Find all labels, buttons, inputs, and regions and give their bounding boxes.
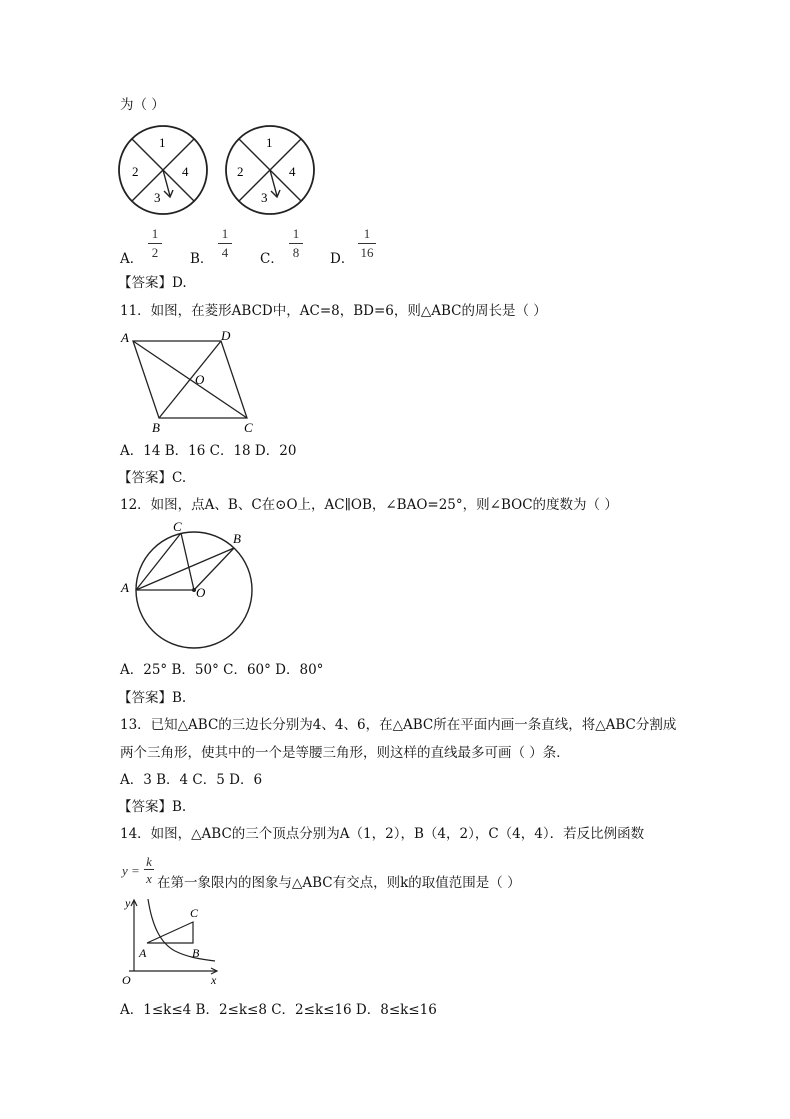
- q14-label-x: x: [211, 973, 217, 987]
- spinner-2-label-3: 3: [261, 190, 268, 205]
- spinner-1-label-3: 3: [154, 190, 161, 205]
- q11-options: A．14 B．16 C．18 D．20: [120, 443, 297, 459]
- q14-label-c: C: [190, 906, 199, 920]
- q14-stem-line1: 14．如图，△ABC的三个顶点分别为A（1，2），B（4，2），C（4，4）．若反比例函数: [120, 826, 645, 842]
- q13-answer: 【答案】B.: [118, 799, 187, 815]
- q11-label-b: B: [152, 420, 160, 435]
- q12-options: A．25° B．50° C．60° D．80°: [120, 662, 324, 678]
- q11-stem: 11．如图，在菱形ABCD中，AC=8，BD=6，则△ABC的周长是（ ）: [120, 303, 547, 319]
- q11-label-c: C: [244, 420, 253, 435]
- q14-graph-figure: [115, 895, 225, 987]
- q10-option-d-fraction: 1 16: [358, 227, 376, 260]
- q14-label-o: O: [122, 973, 131, 987]
- spinner-2: [226, 126, 314, 214]
- q12-label-a: A: [121, 580, 129, 595]
- q14-formula-lhs: y =: [122, 863, 140, 878]
- q12-label-c: C: [173, 519, 182, 534]
- q13-stem-line1: 13．已知△ABC的三边长分别为4、4、6，在△ABC所在平面内画一条直线，将△ABC分割成: [120, 717, 677, 733]
- q10-stem-tail: 为（ ）: [120, 97, 165, 113]
- spinner-2-label-4: 4: [289, 164, 296, 179]
- q14-label-a: A: [139, 946, 147, 960]
- q12-stem: 12．如图，点A、B、C在⊙O上，AC∥OB，∠BAO=25°，则∠BOC的度数为（ ）: [120, 497, 618, 513]
- q13-stem-line2: 两个三角形，使其中的一个是等腰三角形，则这样的直线最多可画（ ）条．: [120, 745, 570, 761]
- q14-formula-den: x: [146, 871, 152, 886]
- q10-answer: 【答案】D.: [118, 275, 187, 291]
- spinner-2-label-2: 2: [237, 164, 244, 179]
- q10-option-a-letter: A．: [120, 251, 144, 267]
- q14-formula-num: k: [146, 854, 152, 869]
- spinner-1-label-4: 4: [182, 164, 189, 179]
- q10-option-a-fraction: 1 2: [148, 227, 162, 260]
- q11-label-a: A: [121, 330, 129, 345]
- spinner-2-label-1: 1: [266, 135, 273, 150]
- q14-label-y: y: [125, 896, 131, 910]
- q10-option-c-letter: C．: [260, 251, 284, 267]
- q10-spinners-figure: [115, 120, 325, 220]
- q12-label-b: B: [233, 531, 241, 546]
- q12-answer: 【答案】B.: [118, 690, 187, 706]
- q12-circle-figure: [115, 518, 260, 653]
- q11-label-o: O: [195, 372, 205, 387]
- spinner-1-label-2: 2: [132, 164, 139, 179]
- q10-option-b-letter: B．: [190, 251, 214, 267]
- q10-option-c-fraction: 1 8: [289, 227, 303, 260]
- spinner-1: [119, 126, 207, 214]
- q11-answer: 【答案】C.: [118, 470, 187, 486]
- q11-label-d: D: [221, 328, 231, 343]
- q10-option-d-letter: D．: [330, 251, 355, 267]
- q14-label-b: B: [192, 946, 200, 960]
- q13-options: A．3 B．4 C．5 D．6: [120, 772, 263, 788]
- q14-options: A．1≤k≤4 B．2≤k≤8 C．2≤k≤16 D．8≤k≤16: [120, 1002, 437, 1018]
- spinner-1-label-1: 1: [159, 135, 166, 150]
- q11-rhombus-figure: [115, 326, 265, 438]
- q12-label-o: O: [196, 585, 206, 600]
- q14-stem-line2: 在第一象限内的图象与△ABC有交点，则k的取值范围是（ ）: [157, 875, 521, 891]
- q10-option-b-fraction: 1 4: [218, 227, 232, 260]
